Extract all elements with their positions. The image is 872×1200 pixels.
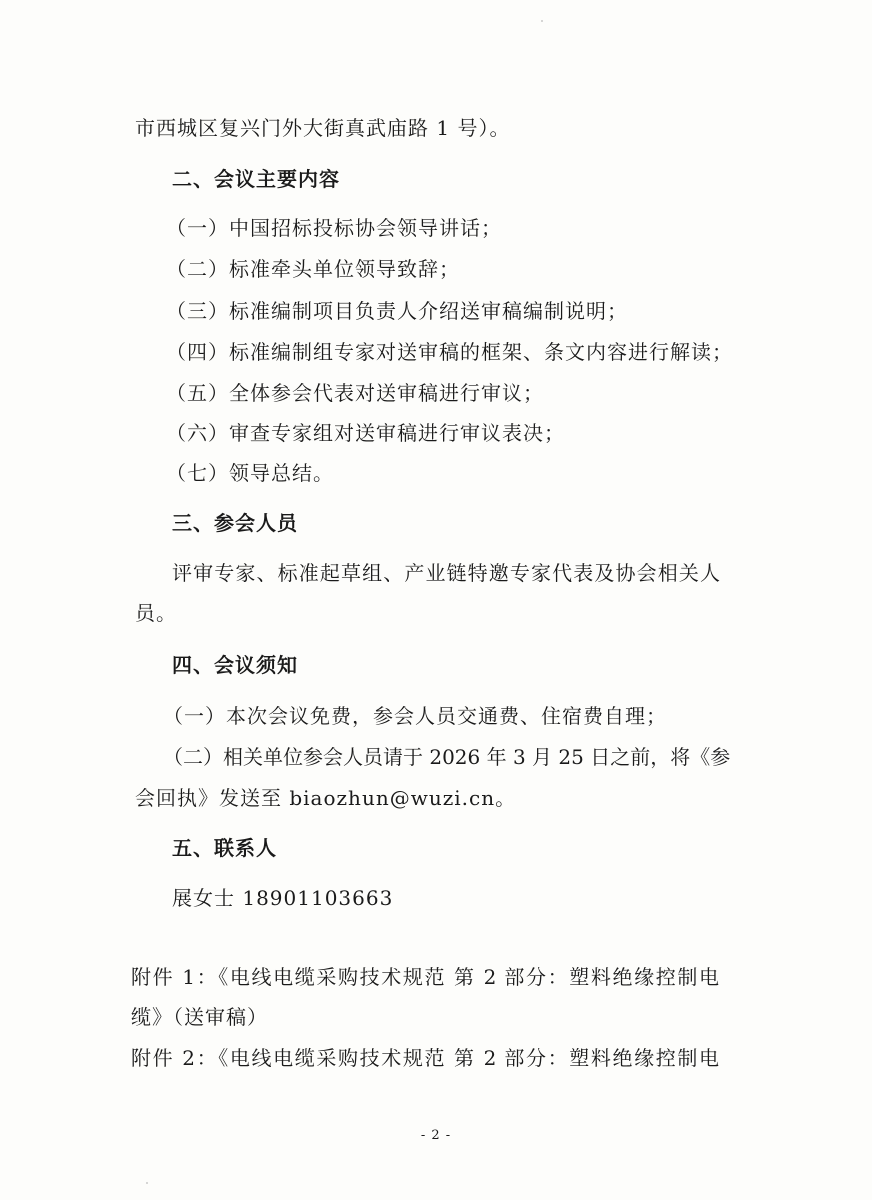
attachment-1-line-1: 附件 1：《电线电缆采购技术规范 第 2 部分：塑料绝缘控制电 (131, 965, 719, 989)
section-4-heading: 四、会议须知 (172, 653, 298, 677)
page-number: - 2 - (420, 1128, 452, 1143)
agenda-item-2: （二）标准牵头单位领导致辞； (166, 257, 460, 281)
notice-item-2-line-1: （二）相关单位参会人员请于 2026 年 3 月 25 日之前，将《参 (163, 745, 731, 769)
agenda-item-7: （七）领导总结。 (166, 461, 334, 485)
section-2-heading: 二、会议主要内容 (172, 167, 340, 191)
section-3-heading: 三、参会人员 (172, 511, 298, 535)
notice-item-2-line-2: 会回执》发送至 biaozhun@wuzi.cn。 (135, 786, 517, 810)
attendees-text-line-1: 评审专家、标准起草组、产业链特邀专家代表及协会相关人 (172, 561, 720, 585)
agenda-item-5: （五）全体参会代表对送审稿进行审议； (166, 381, 544, 405)
attendees-text-line-2: 员。 (135, 601, 177, 625)
notice-item-1: （一）本次会议免费，参会人员交通费、住宿费自理； (163, 704, 667, 728)
section-5-heading: 五、联系人 (172, 836, 277, 860)
contact-person: 展女士 18901103663 (172, 886, 394, 910)
scan-speck (541, 20, 543, 22)
scan-speck (146, 1182, 148, 1184)
agenda-item-4: （四）标准编制组专家对送审稿的框架、条文内容进行解读； (166, 340, 733, 364)
attachment-1-line-2: 缆》（送审稿） (131, 1005, 268, 1029)
address-tail-text: 市西城区复兴门外大街真武庙路 1 号）。 (135, 116, 511, 140)
agenda-item-1: （一）中国招标投标协会领导讲话； (166, 216, 502, 240)
agenda-item-6: （六）审查专家组对送审稿进行审议表决； (166, 421, 565, 445)
attachment-2-line-1: 附件 2：《电线电缆采购技术规范 第 2 部分：塑料绝缘控制电 (131, 1046, 719, 1070)
agenda-item-3: （三）标准编制项目负责人介绍送审稿编制说明； (166, 299, 628, 323)
